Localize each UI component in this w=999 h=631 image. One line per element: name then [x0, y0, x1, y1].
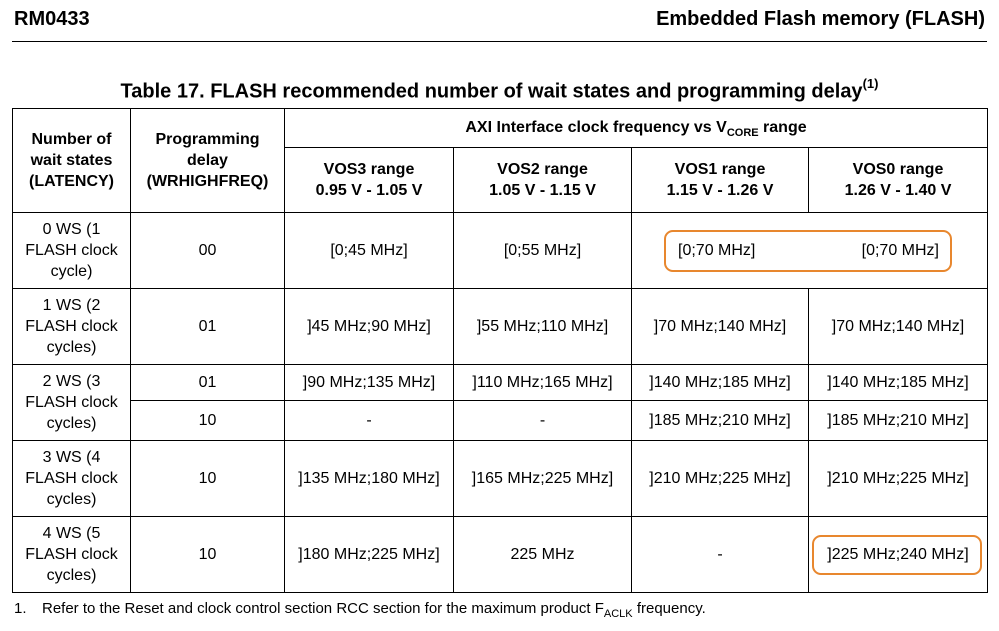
vos2-cell: 225 MHz	[454, 517, 632, 593]
header-vos2: VOS2 range 1.05 V - 1.15 V	[454, 148, 632, 213]
latency-cell: 0 WS (1 FLASH clock cycle)	[13, 213, 131, 289]
footnote-subscript: ACLK	[603, 608, 633, 620]
vos2-cell: ]165 MHz;225 MHz]	[454, 441, 632, 517]
footnote	[14, 600, 706, 620]
delay-cell: 10	[131, 441, 285, 517]
vos2-cell: ]55 MHz;110 MHz]	[454, 289, 632, 365]
vos0-cell: ]225 MHz;240 MHz]	[809, 517, 988, 593]
table-caption	[0, 78, 999, 104]
vos3-cell: [0;45 MHz]	[285, 213, 454, 289]
vos2-cell: ]110 MHz;165 MHz]	[454, 365, 632, 401]
vos2-cell: [0;55 MHz]	[454, 213, 632, 289]
delay-cell: 01	[131, 289, 285, 365]
vos0-cell: ]185 MHz;210 MHz]	[809, 401, 988, 441]
vos0-cell: ]210 MHz;225 MHz]	[809, 441, 988, 517]
latency-cell: 2 WS (3 FLASH clock cycles)	[13, 365, 131, 441]
header-divider	[12, 41, 987, 42]
caption-note-ref: (1)	[862, 76, 879, 91]
header-latency: Number of wait states (LATENCY)	[13, 109, 131, 213]
vos1-cell: [0;70 MHz]	[632, 213, 809, 289]
delay-cell: 10	[131, 517, 285, 593]
latency-cell: 1 WS (2 FLASH clock cycles)	[13, 289, 131, 365]
vos1-cell: -	[632, 517, 809, 593]
header-axi-clock-group: AXI Interface clock frequency vs $V_{CORE}$ range	[285, 109, 988, 148]
vos0-cell: ]70 MHz;140 MHz]	[809, 289, 988, 365]
table-row	[13, 401, 988, 441]
section-title: Embedded Flash memory (FLASH)	[656, 8, 985, 30]
latency-cell: 3 WS (4 FLASH clock cycles)	[13, 441, 131, 517]
delay-cell: 00	[131, 213, 285, 289]
caption-text: Table 17. FLASH recommended number of wait states and programming delay	[120, 80, 863, 103]
flash-wait-states-table	[12, 108, 988, 593]
vos0-cell: ]140 MHz;185 MHz]	[809, 365, 988, 401]
header-vos1: VOS1 range 1.15 V - 1.26 V	[632, 148, 809, 213]
vos3-cell: ]180 MHz;225 MHz]	[285, 517, 454, 593]
delay-cell: 01	[131, 365, 285, 401]
header-programming-delay: Programming delay (WRHIGHFREQ)	[131, 109, 285, 213]
footnote-number: 1.	[14, 600, 27, 617]
vos1-cell: ]70 MHz;140 MHz]	[632, 289, 809, 365]
vos3-cell: -	[285, 401, 454, 441]
vos1-cell: ]185 MHz;210 MHz]	[632, 401, 809, 441]
vos3-cell: ]90 MHz;135 MHz]	[285, 365, 454, 401]
header-vos0: VOS0 range 1.26 V - 1.40 V	[809, 148, 988, 213]
vos0-cell: [0;70 MHz]	[809, 213, 988, 289]
table-row	[13, 517, 988, 593]
document-id: RM0433	[14, 8, 90, 30]
table-row	[13, 289, 988, 365]
delay-cell: 10	[131, 401, 285, 441]
footnote-text-end: frequency.	[632, 600, 706, 617]
table-row	[13, 365, 988, 401]
vos3-cell: ]45 MHz;90 MHz]	[285, 289, 454, 365]
footnote-text: Refer to the Reset and clock control section RCC section for the maximum product F	[42, 600, 604, 617]
table-row	[13, 441, 988, 517]
vos2-cell: -	[454, 401, 632, 441]
header-vos3: VOS3 range 0.95 V - 1.05 V	[285, 148, 454, 213]
vos3-cell: ]135 MHz;180 MHz]	[285, 441, 454, 517]
latency-cell: 4 WS (5 FLASH clock cycles)	[13, 517, 131, 593]
vos1-cell: ]140 MHz;185 MHz]	[632, 365, 809, 401]
table-row	[13, 213, 988, 289]
vos1-cell: ]210 MHz;225 MHz]	[632, 441, 809, 517]
